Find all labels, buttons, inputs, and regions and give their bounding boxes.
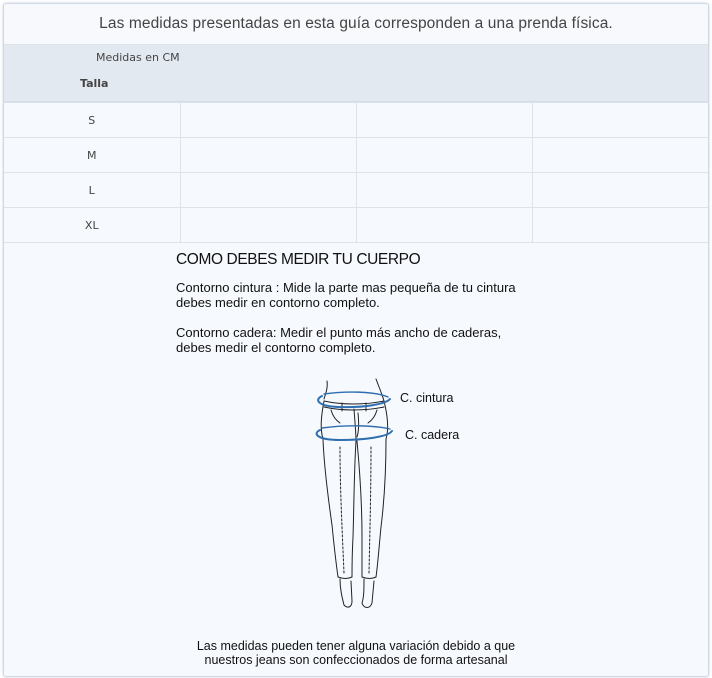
jeans-figure — [304, 377, 504, 613]
waist-text-line: debes medir en contorno completo. — [176, 295, 380, 310]
table-cell — [356, 138, 532, 173]
size-cell-s: S — [4, 103, 180, 138]
table-cell — [356, 173, 532, 208]
size-table-header — [4, 45, 708, 102]
table-row — [4, 103, 708, 138]
table-cell — [180, 173, 356, 208]
table-row — [4, 138, 708, 173]
unit-label: Medidas en CM — [96, 51, 180, 64]
physical-garment-notice: Las medidas presentadas en esta guía corresponden a una prenda física. — [4, 4, 708, 45]
size-cell-m: M — [4, 138, 180, 173]
guide-title: COMO DEBES MEDIR TU CUERPO — [176, 251, 421, 268]
waist-text-line: Contorno cintura : Mide la parte mas pequeña de tu cintura — [176, 280, 516, 295]
size-table — [4, 102, 708, 243]
note-line: nuestros jeans son confeccionados de forma artesanal — [204, 653, 508, 667]
table-cell — [532, 138, 708, 173]
hip-text-line: Contorno cadera: Medir el punto más ancho de caderas, — [176, 325, 502, 340]
size-cell-l: L — [4, 173, 180, 208]
waist-label: C. cintura — [400, 391, 454, 405]
table-cell — [180, 138, 356, 173]
table-cell — [356, 103, 532, 138]
table-cell — [532, 103, 708, 138]
table-cell — [180, 208, 356, 243]
size-cell-xl: XL — [4, 208, 180, 243]
size-guide-panel — [3, 3, 709, 677]
note-line: Las medidas pueden tener alguna variación debido a que — [196, 639, 516, 653]
table-row — [4, 173, 708, 208]
table-cell — [532, 173, 708, 208]
jeans-illustration — [304, 377, 504, 613]
handmade-variation-note — [4, 639, 708, 667]
table-cell — [356, 208, 532, 243]
table-cell — [532, 208, 708, 243]
measuring-guide — [4, 243, 708, 667]
waist-instructions — [176, 280, 596, 310]
hip-instructions — [176, 325, 596, 355]
hip-text-line: debes medir el contorno completo. — [176, 340, 376, 355]
table-row — [4, 208, 708, 243]
hip-label: C. cadera — [405, 428, 460, 442]
table-cell — [180, 103, 356, 138]
size-column-header: Talla — [80, 77, 109, 90]
